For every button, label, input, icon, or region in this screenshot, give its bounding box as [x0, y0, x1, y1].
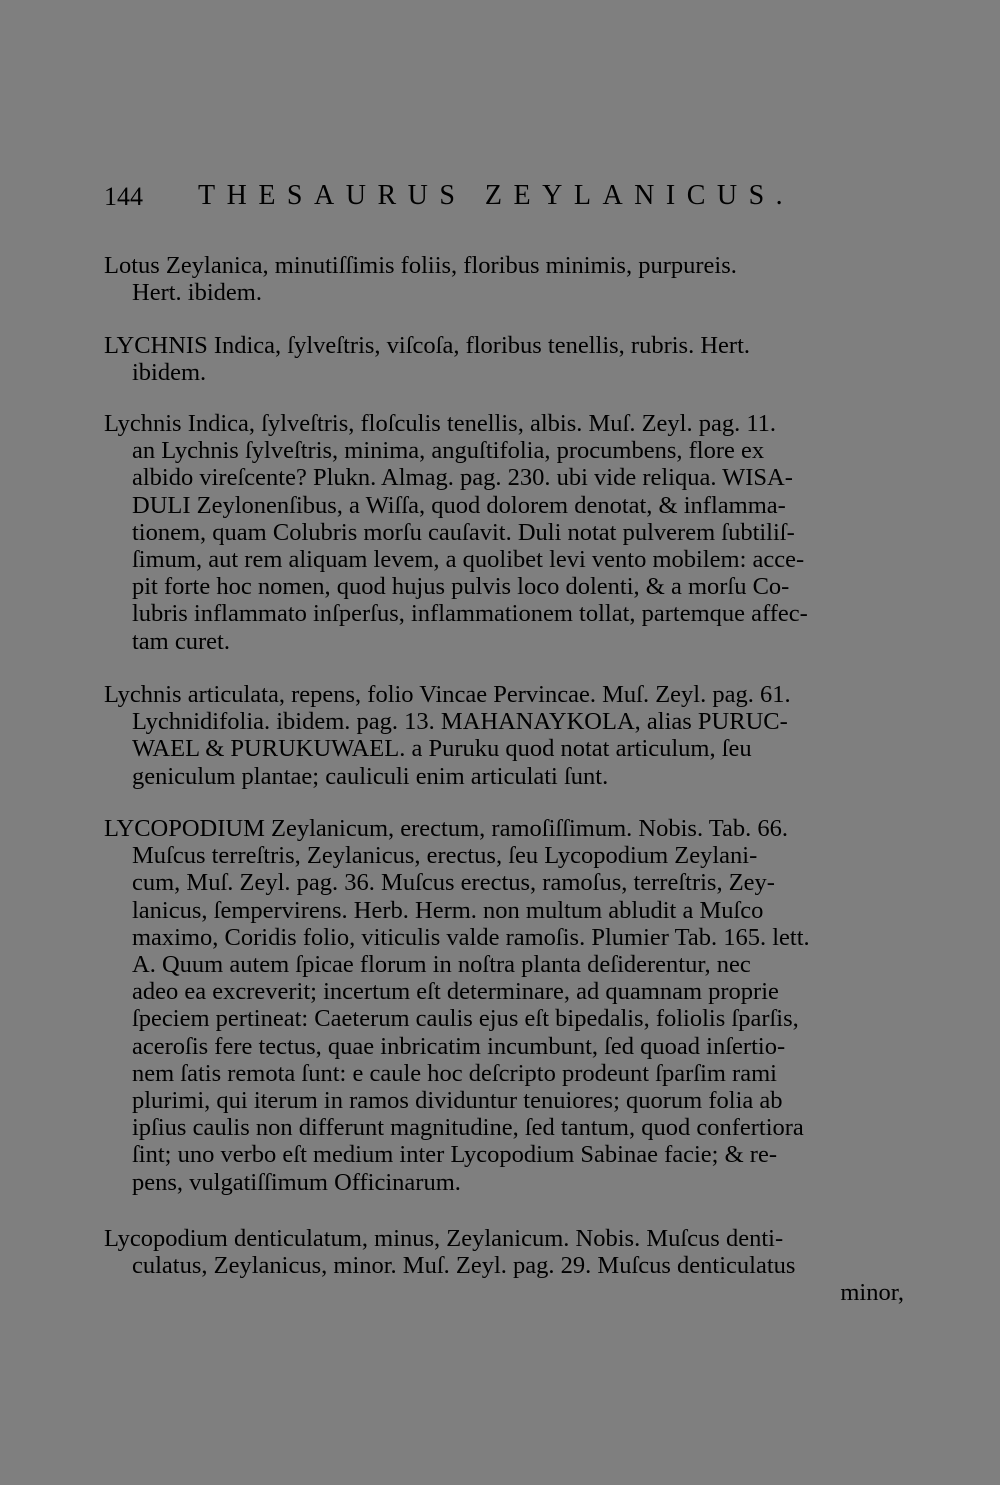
entry-line: Lychnidifolia. ibidem. pag. 13. MAHANAYKOLA, alias PURUC-	[132, 708, 788, 736]
entry-line: ſpeciem pertineat: Caeterum caulis ejus eſt bipedalis, foliolis ſparſis,	[132, 1005, 799, 1033]
entry-line: geniculum plantae; cauliculi enim articulati ſunt.	[132, 762, 609, 790]
entry-line: Hert. ibidem.	[132, 279, 262, 307]
entry-line: ibidem.	[132, 359, 207, 387]
entry-line: plurimi, qui iterum in ramos dividuntur tenuiores; quorum folia ab	[132, 1087, 783, 1115]
entry-line: adeo ea excreverit; incertum eſt determinare, ad quamnam proprie	[132, 978, 779, 1006]
entry-line: lubris inflammato inſperſus, inflammationem tollat, partemque affec-	[132, 600, 808, 628]
entry-lycopodium-zeylanicum	[104, 815, 904, 1196]
running-title: THESAURUS ZEYLANICUS.	[198, 180, 795, 211]
entry-line: ſint; uno verbo eſt medium inter Lycopodium Sabinae facie; & re-	[132, 1141, 777, 1169]
entry-lotus	[104, 252, 904, 306]
entry-line: pens, vulgatiſſimum Officinarum.	[132, 1168, 461, 1196]
entry-line: cum, Muſ. Zeyl. pag. 36. Muſcus erectus, ramoſus, terreſtris, Zey-	[132, 869, 775, 897]
entry-line: DULI Zeylonenſibus, a Wiſſa, quod dolorem denotat, & inflamma-	[132, 491, 786, 519]
page-header	[104, 176, 904, 216]
entry-line: lanicus, ſempervirens. Herb. Herm. non multum abludit a Muſco	[132, 896, 764, 924]
entry-lychnis-indica-albis	[104, 410, 904, 655]
entry-lychnis-articulata	[104, 681, 904, 790]
entry-line: culatus, Zeylanicus, minor. Muſ. Zeyl. pag. 29. Muſcus denticulatus	[132, 1252, 796, 1280]
entry-line: Lycopodium denticulatum, minus, Zeylanicum. Nobis. Muſcus denti-	[104, 1225, 784, 1252]
entry-line: WAEL & PURUKUWAEL. a Puruku quod notat articulum, ſeu	[132, 735, 752, 763]
entry-line: Lychnis Indica, ſylveſtris, floſculis tenellis, albis. Muſ. Zeyl. pag. 11.	[104, 410, 777, 437]
entry-line: ipſius caulis non differunt magnitudine, ſed tantum, quod confertiora	[132, 1114, 804, 1142]
entry-line: Muſcus terreſtris, Zeylanicus, erectus, ſeu Lycopodium Zeylani-	[132, 842, 758, 870]
entry-line: pit forte hoc nomen, quod hujus pulvis loco dolenti, & a morſu Co-	[132, 573, 790, 601]
entry-line: Lychnis articulata, repens, folio Vincae Pervincae. Muſ. Zeyl. pag. 61.	[104, 681, 791, 708]
catchword: minor,	[840, 1279, 904, 1307]
entry-line: maximo, Coridis folio, viticulis valde ramoſis. Plumier Tab. 165. lett.	[132, 923, 810, 951]
entry-line: LYCHNIS Indica, ſylveſtris, viſcoſa, floribus tenellis, rubris. Hert.	[104, 332, 750, 359]
page-number: 144	[104, 182, 143, 211]
entry-line: albido vireſcente? Plukn. Almag. pag. 230. ubi vide reliqua. WISA-	[132, 464, 793, 492]
entry-line: tam curet.	[132, 627, 230, 655]
entry-line: A. Quum autem ſpicae florum in noſtra planta deſiderentur, nec	[132, 951, 751, 979]
entry-line: tionem, quam Colubris morſu cauſavit. Duli notat pulverem ſubtiliſ-	[132, 518, 795, 546]
entry-lycopodium-denticulatum	[104, 1225, 904, 1307]
entry-line: aceroſis fere tectus, quae inbricatim incumbunt, ſed quoad inſertio-	[132, 1032, 786, 1060]
entry-line: Lotus Zeylanica, minutiſſimis foliis, floribus minimis, purpureis.	[104, 252, 737, 279]
entry-line: nem ſatis remota ſunt: e caule hoc deſcripto prodeunt ſparſim rami	[132, 1059, 777, 1087]
entry-line: LYCOPODIUM Zeylanicum, erectum, ramoſiſſimum. Nobis. Tab. 66.	[104, 815, 789, 842]
entry-lychnis-indica-rubris	[104, 332, 904, 386]
entry-line: ſimum, aut rem aliquam levem, a quolibet levi vento mobilem: acce-	[132, 546, 805, 574]
entry-line: an Lychnis ſylveſtris, minima, anguſtifolia, procumbens, flore ex	[132, 437, 765, 465]
